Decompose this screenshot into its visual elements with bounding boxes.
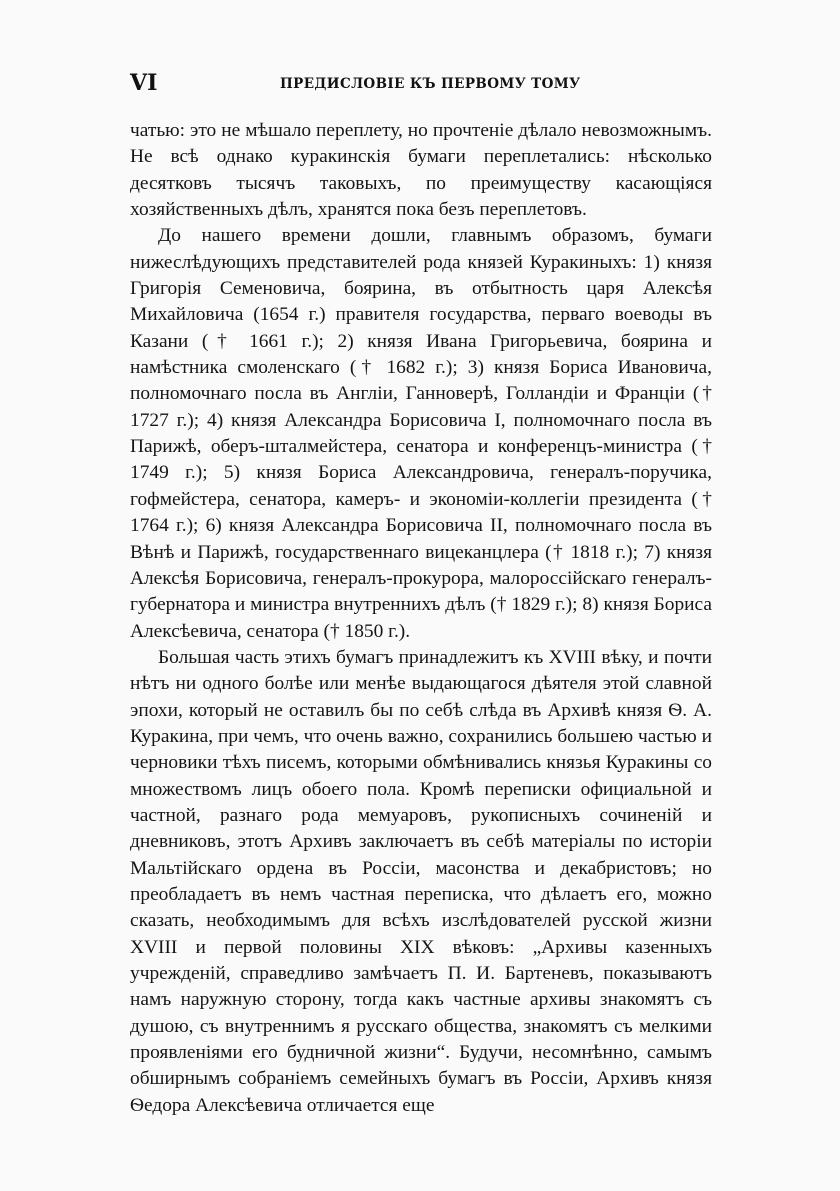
body-text [130, 118, 712, 1119]
running-title: ПРЕДИСЛОВІЕ КЪ ПЕРВОМУ ТОМУ [280, 76, 581, 92]
page-header [130, 70, 712, 100]
page-number: VI [130, 70, 158, 96]
paragraph-archive-contents: Большая часть этихъ бумагъ принадлежитъ къ XVIII вѣку, и почти нѣтъ ни одного болѣе или менѣе выдающагося дѣятеля этой славной эпохи, который не оставилъ бы по себѣ слѣда въ Архивѣ князя Ѳ. А. Куракина, при чемъ, что очень важно, сохранились большею частью и черновики тѣхъ писемъ, которыми обмѣнивались князья Куракины со множествомъ лицъ обоего пола. Кромѣ переписки официальной и частной, разнаго рода мемуаровъ, рукописныхъ сочиненій и дневниковъ, этотъ Архивъ заключаетъ въ себѣ матеріалы по исторіи Мальтійскаго ордена въ Россіи, масонства и декабристовъ; но преобладаетъ въ немъ частная переписка, что дѣлаетъ его, можно сказать, необходимымъ для всѣхъ изслѣдователей русской жизни XVIII и первой половины XIX вѣковъ: „Архивы казенныхъ учрежденій, справедливо замѣчаетъ П. И. Бартеневъ, показываютъ намъ наружную сторону, тогда какъ частные архивы знакомятъ съ душою, съ внутреннимъ я русскаго общества, знакомятъ съ мелкими проявленіями его будничной жизни“. Будучи, несомнѣнно, самымъ обширнымъ собраніемъ семейныхъ бумагъ въ Россіи, Архивъ князя Ѳедора Алексѣевича отличается еще [130, 646, 713, 1116]
paragraph-continuation: чатью: это не мѣшало переплету, но прочтеніе дѣлало невозможнымъ. Не всѣ однако куракинскія бумаги переплетались: нѣсколько десятковъ тысячъ таковыхъ, по преимуществу касающіяся хозяйственныхъ дѣлъ, хранятся пока безъ переплетовъ. [130, 120, 712, 221]
paragraph-kurakin-lineage: До нашего времени дошли, главнымъ образомъ, бумаги нижеслѣдующихъ представителей рода князей Куракиныхъ: 1) князя Григорія Семеновича, боярина, въ отбытность царя Алексѣя Михайловича (1654 г.) правителя государства, перваго воеводы въ Казани († 1661 г.); 2) князя Ивана Григорьевича, боярина и намѣстника смоленскаго († 1682 г.); 3) князя Бориса Ивановича, полномочнаго посла въ Англіи, Ганноверѣ, Голландіи и Франціи († 1727 г.); 4) князя Александра Борисовича I, полномочнаго посла въ Парижѣ, оберъ-шталмейстера, сенатора и конференцъ-министра († 1749 г.); 5) князя Бориса Александровича, генералъ-поручика, гофмейстера, сенатора, камеръ- и экономіи-коллегіи президента († 1764 г.); 6) князя Александра Борисовича II, полномочнаго посла въ Вѣнѣ и Парижѣ, государственнаго вицеканцлера († 1818 г.); 7) князя Алексѣя Борисовича, генералъ-прокурора, малороссійскаго генералъ-губернатора и министра внутреннихъ дѣлъ († 1829 г.); 8) князя Бориса Алексѣевича, сенатора († 1850 г.). [130, 225, 712, 642]
